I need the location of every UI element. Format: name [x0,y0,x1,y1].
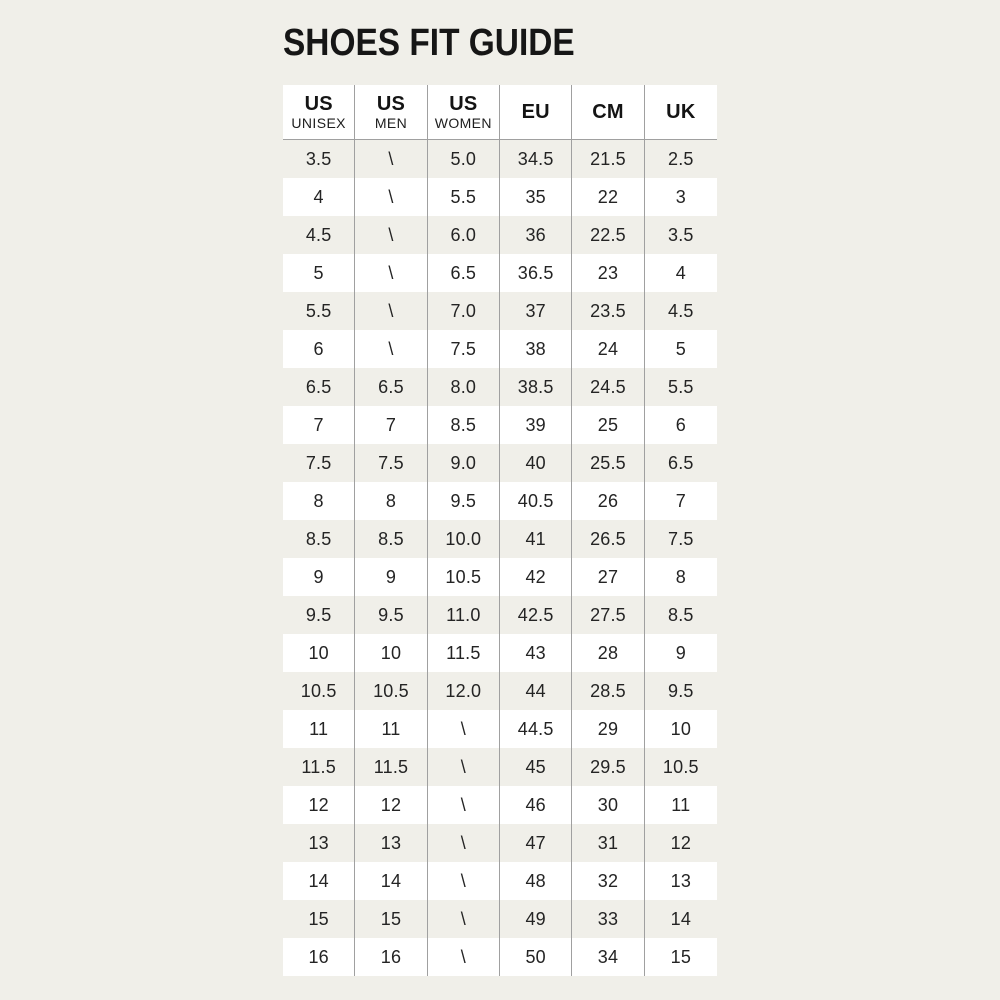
header-sub-label: WOMEN [434,114,492,131]
table-cell: \ [355,292,427,330]
table-cell: \ [355,140,427,178]
table-row [283,368,717,406]
table-cell: 11.0 [428,596,500,634]
table-row [283,482,717,520]
table-row [283,862,717,900]
table-cell: 11.5 [283,748,355,786]
table-cell: 42.5 [500,596,572,634]
table-cell: 36 [500,216,572,254]
table-row [283,292,717,330]
table-cell: 6.5 [668,452,694,473]
header-main-label: EU [521,101,550,123]
table-cell: 6.5 [428,254,500,292]
table-cell: 24.5 [572,368,644,406]
table-row [283,254,717,292]
table-cell: 13 [355,824,427,862]
page-title: SHOES FIT GUIDE [283,22,575,64]
header-us-women [428,85,500,139]
table-cell: 10.0 [428,520,500,558]
table-cell: 12 [670,832,692,853]
table-cell: 8 [675,566,686,587]
table-cell: 33 [572,900,644,938]
table-cell: 3.5 [283,140,355,178]
table-cell: 35 [500,178,572,216]
table-cell: 6 [675,414,686,435]
table-cell: 47 [500,824,572,862]
table-cell: 5.5 [668,376,694,397]
table-row [283,140,717,178]
table-cell: 2.5 [668,148,694,169]
table-cell: 39 [500,406,572,444]
table-cell: 25 [572,406,644,444]
table-cell: 29 [572,710,644,748]
table-cell: 3 [675,186,686,207]
table-cell: 8 [283,482,355,520]
table-cell: 10 [283,634,355,672]
table-cell: \ [428,938,500,976]
table-row [283,330,717,368]
table-cell: 5.0 [428,140,500,178]
header-sub-label: UNISEX [291,114,346,131]
table-cell: 6.5 [283,368,355,406]
table-cell: 38 [500,330,572,368]
table-cell: 28.5 [572,672,644,710]
table-cell: 10.5 [662,756,699,777]
table-cell: 9.5 [283,596,355,634]
table-cell: 45 [500,748,572,786]
table-cell: 48 [500,862,572,900]
table-row [283,558,717,596]
table-cell: 6.0 [428,216,500,254]
table-cell: 5 [283,254,355,292]
table-cell: 12 [283,786,355,824]
table-cell: 12.0 [428,672,500,710]
table-cell: 5.5 [283,292,355,330]
table-cell: 38.5 [500,368,572,406]
table-row [283,520,717,558]
header-main-label: CM [592,101,624,123]
table-cell: \ [428,824,500,862]
table-cell: 16 [283,938,355,976]
header-eu [500,85,572,139]
table-cell: 49 [500,900,572,938]
table-row [283,938,717,976]
table-cell: 37 [500,292,572,330]
table-cell: 42 [500,558,572,596]
table-row [283,748,717,786]
table-cell: 15 [355,900,427,938]
table-cell: 11 [283,710,355,748]
table-cell: 16 [355,938,427,976]
header-us-unisex [283,85,355,139]
table-row [283,444,717,482]
table-cell: 7.5 [668,528,694,549]
table-cell: 6.5 [355,368,427,406]
table-row [283,900,717,938]
table-cell: 9 [675,642,686,663]
table-cell: 9 [355,558,427,596]
table-cell: 29.5 [572,748,644,786]
table-cell: 28 [572,634,644,672]
table-cell: 32 [572,862,644,900]
table-cell: 36.5 [500,254,572,292]
table-cell: \ [428,748,500,786]
table-cell: 14 [283,862,355,900]
table-row [283,216,717,254]
table-cell: 26.5 [572,520,644,558]
header-uk [645,85,717,139]
table-header-row [283,85,717,140]
table-cell: 8.5 [428,406,500,444]
table-cell: 5.5 [428,178,500,216]
table-cell: 11.5 [428,634,500,672]
table-cell: 7.5 [355,444,427,482]
table-cell: 7.0 [428,292,500,330]
table-cell: 8 [355,482,427,520]
table-cell: 34.5 [500,140,572,178]
table-cell: 22 [572,178,644,216]
table-cell: 22.5 [572,216,644,254]
table-cell: \ [355,216,427,254]
header-us-men [355,85,427,139]
table-cell: 8.5 [283,520,355,558]
table-cell: 11 [355,710,427,748]
table-cell: 10 [670,718,692,739]
table-cell: 6 [283,330,355,368]
header-cm [572,85,644,139]
table-cell: 7 [675,490,686,511]
table-cell: 4.5 [668,300,694,321]
table-cell: \ [428,900,500,938]
table-row [283,596,717,634]
table-cell: \ [428,786,500,824]
header-main-label: US [376,92,406,115]
table-cell: 11 [671,794,691,815]
table-cell: 40 [500,444,572,482]
table-row [283,406,717,444]
table-cell: 8.0 [428,368,500,406]
table-cell: \ [355,330,427,368]
table-cell: 34 [572,938,644,976]
table-cell: \ [428,710,500,748]
table-cell: 27 [572,558,644,596]
table-cell: 9.0 [428,444,500,482]
table-cell: 50 [500,938,572,976]
table-cell: 7.5 [283,444,355,482]
table-cell: 9.5 [668,680,694,701]
table-cell: 46 [500,786,572,824]
table-cell: 15 [283,900,355,938]
table-cell: 4 [675,262,686,283]
table-row [283,178,717,216]
table-cell: 21.5 [572,140,644,178]
table-cell: 5 [675,338,686,359]
table-cell: 10.5 [428,558,500,596]
table-cell: 4 [283,178,355,216]
table-cell: 10.5 [355,672,427,710]
table-cell: 10 [355,634,427,672]
table-cell: 14 [355,862,427,900]
header-main-label: US [304,92,333,115]
table-cell: 8.5 [668,604,694,625]
table-cell: \ [355,254,427,292]
table-cell: 30 [572,786,644,824]
table-cell: 40.5 [500,482,572,520]
header-main-label: UK [666,101,696,123]
table-cell: 31 [572,824,644,862]
table-row [283,710,717,748]
table-cell: 43 [500,634,572,672]
table-cell: 23.5 [572,292,644,330]
table-cell: 14 [670,908,692,929]
table-cell: 9.5 [355,596,427,634]
table-cell: 9.5 [428,482,500,520]
table-cell: 7.5 [428,330,500,368]
header-sub-label: MEN [374,114,408,131]
table-row [283,786,717,824]
table-cell: 44.5 [500,710,572,748]
table-row [283,634,717,672]
table-cell: \ [355,178,427,216]
table-cell: 27.5 [572,596,644,634]
table-cell: 23 [572,254,644,292]
header-main-label: US [449,92,478,115]
table-cell: 10.5 [283,672,355,710]
table-body [283,140,717,976]
table-cell: 11.5 [355,748,427,786]
table-row [283,824,717,862]
size-table [283,85,717,976]
table-cell: 25.5 [572,444,644,482]
table-cell: 12 [355,786,427,824]
table-cell: 13 [670,870,692,891]
table-cell: 41 [500,520,572,558]
table-cell: 13 [283,824,355,862]
table-cell: 44 [500,672,572,710]
table-cell: 15 [670,946,692,967]
table-cell: 9 [283,558,355,596]
table-cell: 24 [572,330,644,368]
table-row [283,672,717,710]
table-cell: \ [428,862,500,900]
table-cell: 8.5 [355,520,427,558]
table-cell: 3.5 [668,224,694,245]
table-cell: 4.5 [283,216,355,254]
table-cell: 7 [355,406,427,444]
table-cell: 26 [572,482,644,520]
table-cell: 7 [283,406,355,444]
